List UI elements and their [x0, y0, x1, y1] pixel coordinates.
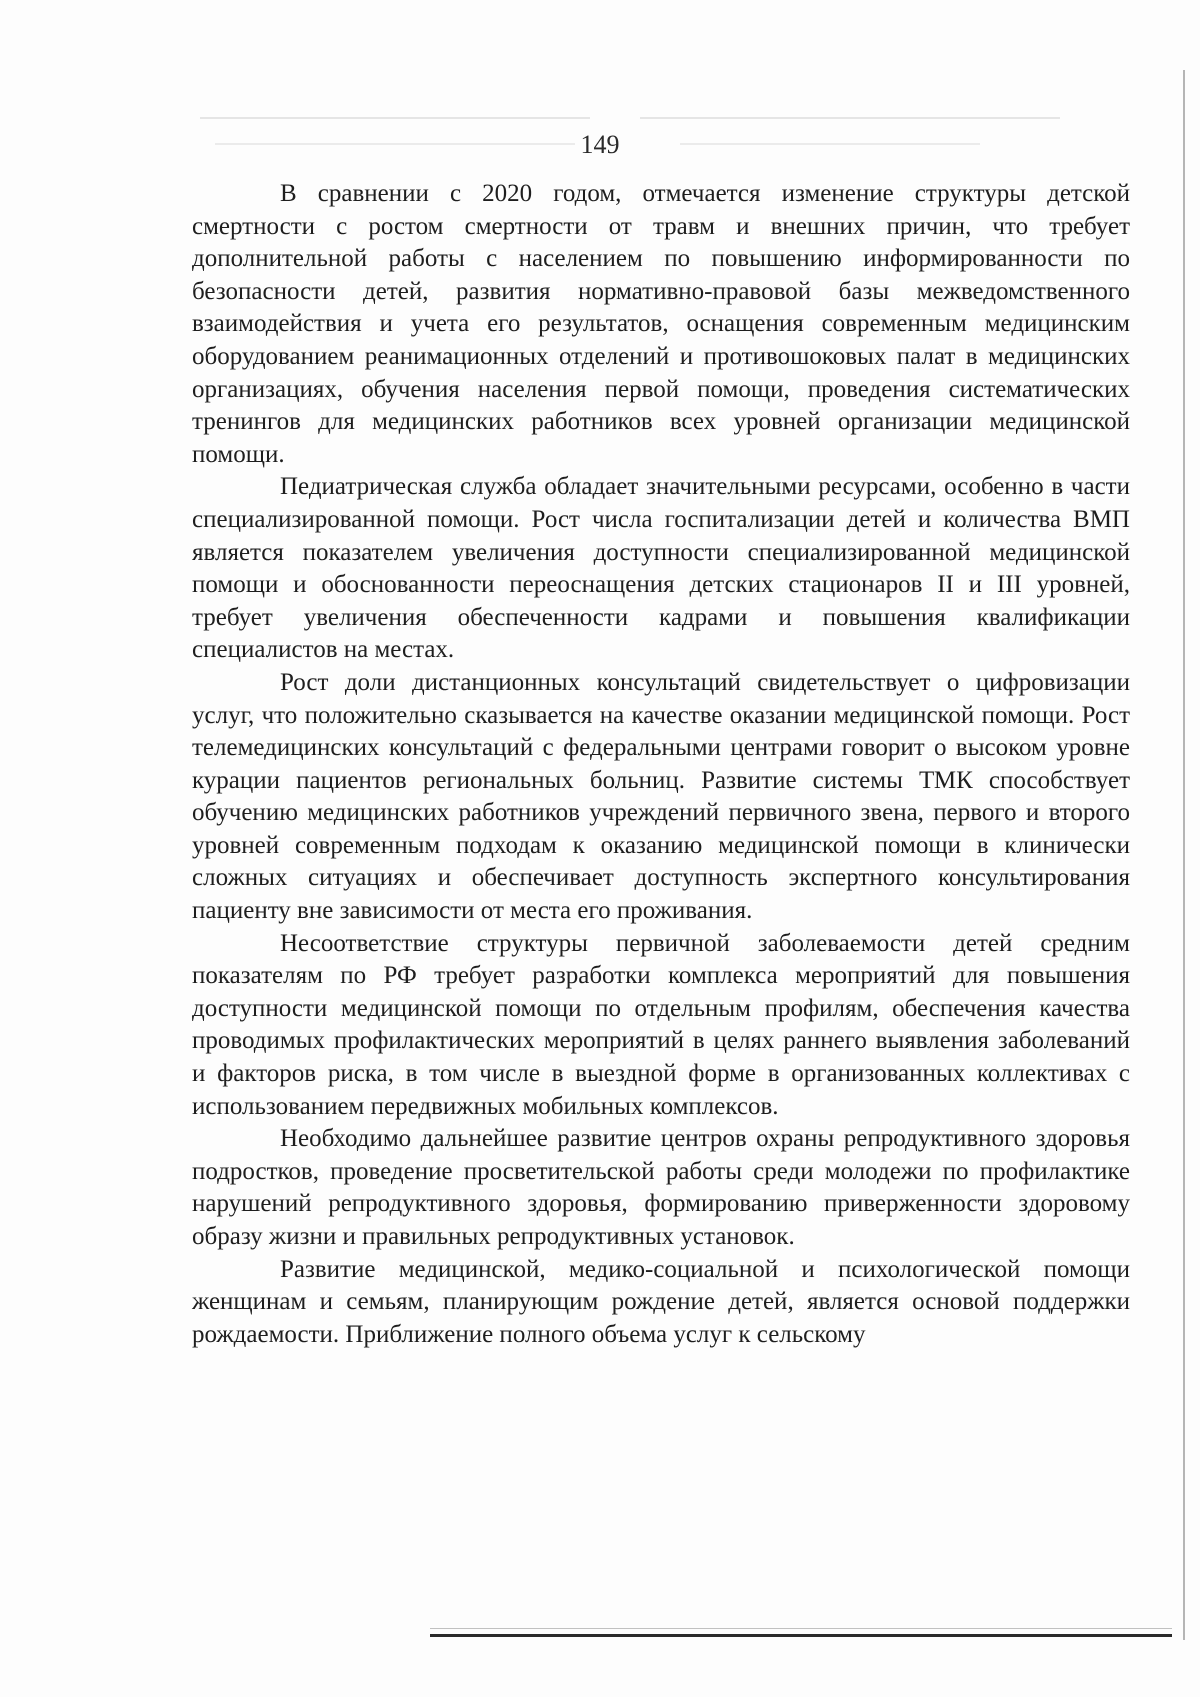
- page-number: 149: [580, 130, 620, 159]
- scan-noise-line: [640, 117, 1060, 119]
- paragraph-remote-consultations: Рост доли дистанционных консультаций свидетельствует о цифровизации услуг, что положительно сказывается на качестве оказании медицинской помощи. Рост телемедицинских консультаций с федеральными центрами говорит о высоком уровне курации пациентов региональных больниц. Развитие системы ТМК способствует обучению медицинских работников учреждений первичного звена, первого и второго уровней современным подходам к оказанию медицинской помощи в клинически сложных ситуациях и обеспечивает доступность экспертного консультирования пациенту вне зависимости от места его проживания.: [192, 668, 1130, 925]
- paragraph-reproductive-health: Необходимо дальнейшее развитие центров охраны репродуктивного здоровья подростков, проведение просветительской работы среди молодежи по профилактике нарушений репродуктивного здоровья, формированию приверженности здоровому образу жизни и правильных репродуктивных установок.: [192, 1125, 1130, 1250]
- footer-rule-faint: [430, 1628, 1172, 1629]
- paragraph-child-mortality: В сравнении с 2020 годом, отмечается изменение структуры детской смертности с ростом смертности от травм и внешних причин, что требует дополнительной работы с населением по повышению информированности по безопасности детей, развития нормативно-правовой базы межведомственного взаимодействия и учета его результатов, оснащения современным медицинским оборудованием реанимационных отделений и противошоковых палат в медицинских организациях, обучения населения первой помощи, проведения систематических тренингов для медицинских работников всех уровней организации медицинской помощи.: [192, 180, 1130, 468]
- paragraph-primary-morbidity: Несоответствие структуры первичной заболеваемости детей средним показателям по РФ требует разработки комплекса мероприятий для повышения доступности медицинской помощи по отдельным профилям, обеспечения качества проводимых профилактических мероприятий в целях раннего выявления заболеваний и факторов риска, в том числе в выездной форме в организованных коллективах с использованием передвижных мобильных комплексов.: [192, 929, 1130, 1120]
- paragraph-family-support: Развитие медицинской, медико-социальной и психологической помощи женщинам и семьям, планирующим рождение детей, является основой поддержки рождаемости. Приближение полного объема услуг к сельскому: [192, 1255, 1130, 1348]
- scan-right-edge: [1183, 70, 1185, 1640]
- paragraph-pediatric-service: Педиатрическая служба обладает значительными ресурсами, особенно в части специализированной помощи. Рост числа госпитализации детей и количества ВМП является показателем увеличения доступности специализированной медицинской помощи и обоснованности переоснащения детских стационаров II и III уровней, требует увеличения обеспеченности кадрами и повышения квалификации специалистов на местах.: [192, 473, 1130, 664]
- footer-rule: [430, 1634, 1172, 1637]
- scan-noise-line: [200, 117, 590, 119]
- document-body: [192, 178, 1130, 1351]
